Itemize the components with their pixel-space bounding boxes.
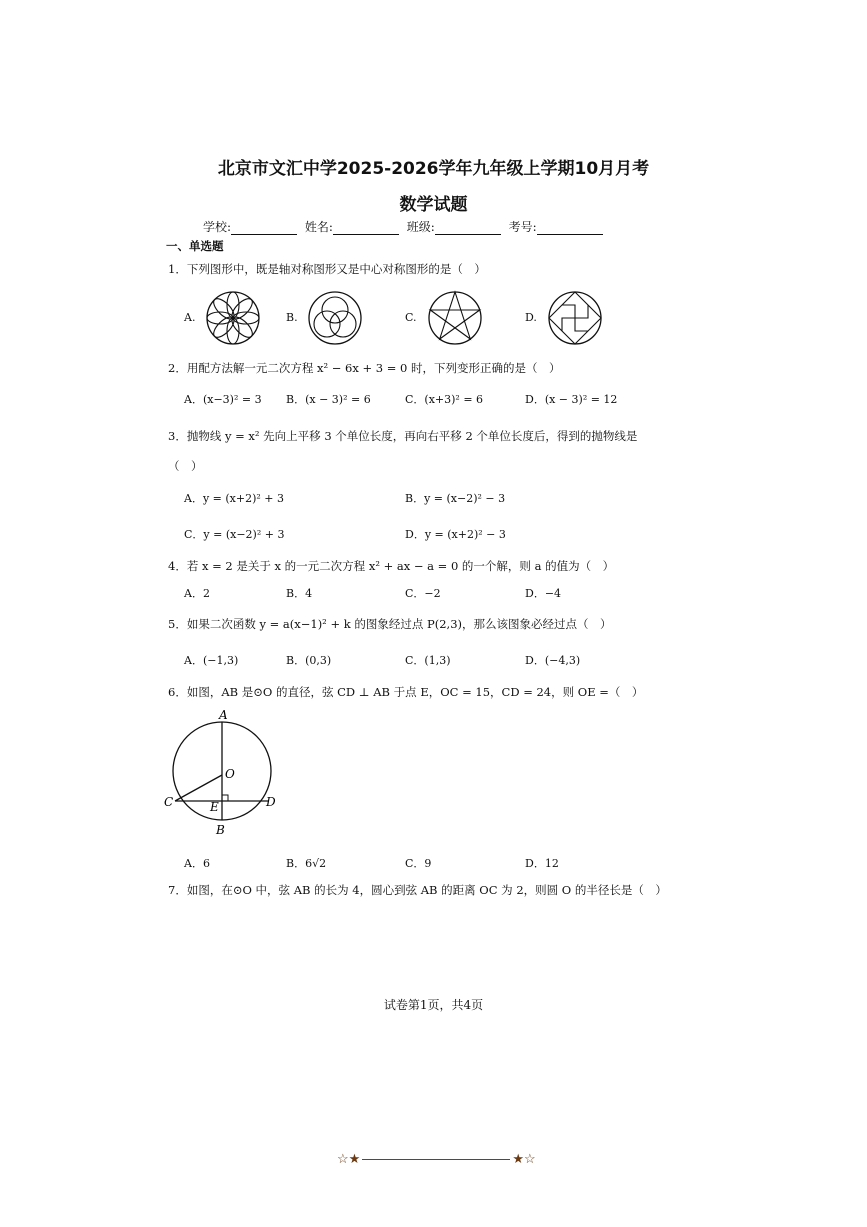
divider-line — [362, 1159, 510, 1160]
question-1-stem: 1．下列图形中，既是轴对称图形又是中心对称图形的是（ ） — [168, 262, 486, 276]
segment-oc — [175, 775, 222, 801]
q6-option-d: D．12 — [525, 857, 559, 870]
class-blank[interactable] — [435, 223, 501, 235]
page-footer: 试卷第1页，共4页 — [383, 998, 484, 1012]
q5-option-a: A．(−1,3) — [184, 654, 239, 667]
label-a: A — [219, 708, 228, 722]
school-blank[interactable] — [231, 223, 297, 235]
label-c: C — [164, 795, 174, 809]
q6-option-a: A．6 — [184, 857, 210, 870]
label-d: D — [266, 795, 276, 809]
flower-circle-icon — [205, 290, 261, 346]
q3-option-a: A．y = (x+2)² + 3 — [184, 492, 284, 505]
q6-option-c: C．9 — [405, 857, 432, 870]
section-heading: 一、单选题 — [166, 239, 224, 253]
exam-title: 北京市文汇中学2025-2026学年九年级上学期10月月考 — [217, 159, 650, 179]
q2-option-d: D．(x − 3)² = 12 — [525, 393, 618, 406]
q1-option-b-label: B. — [286, 311, 298, 324]
q3-option-c: C．y = (x−2)² + 3 — [184, 528, 285, 541]
exam-subtitle: 数学试题 — [399, 195, 468, 215]
class-label: 班级: — [406, 220, 435, 234]
q3-option-d: D．y = (x+2)² − 3 — [405, 528, 506, 541]
stars-left-icon: ☆★ — [337, 1152, 361, 1167]
question-3-stem-cont: （ ） — [168, 459, 203, 473]
q6-option-b: B．6√2 — [286, 857, 327, 870]
right-angle-mark — [222, 795, 228, 801]
circle-geometry-figure — [160, 710, 285, 840]
q2-option-c: C．(x+3)² = 6 — [405, 393, 484, 406]
star-circle-icon — [427, 290, 483, 346]
q2-option-b: B．(x − 3)² = 6 — [286, 393, 371, 406]
name-label: 姓名: — [304, 220, 333, 234]
label-o: O — [225, 767, 235, 781]
name-blank[interactable] — [333, 223, 399, 235]
q5-option-d: D．(−4,3) — [525, 654, 581, 667]
pinwheel-square-circle-icon — [547, 290, 603, 346]
question-3-stem: 3．抛物线 y = x² 先向上平移 3 个单位长度，再向右平移 2 个单位长度后，得到的抛物线是 — [168, 429, 638, 443]
q1-option-c-label: C. — [405, 311, 417, 324]
question-6-stem: 6．如图，AB 是⊙O 的直径，弦 CD ⊥ AB 于点 E，OC = 15，CD = 24，则 OE =（ ） — [168, 685, 644, 699]
q4-option-a: A．2 — [184, 587, 210, 600]
q5-option-b: B．(0,3) — [286, 654, 332, 667]
q4-option-b: B．4 — [286, 587, 313, 600]
label-e: E — [210, 800, 219, 814]
question-4-stem: 4．若 x = 2 是关于 x 的一元二次方程 x² + ax − a = 0 的一个解，则 a 的值为（ ） — [168, 559, 615, 573]
stars-right-icon: ★☆ — [512, 1152, 536, 1167]
question-2-stem: 2．用配方法解一元二次方程 x² − 6x + 3 = 0 时，下列变形正确的是（ ） — [168, 361, 561, 375]
student-info-line — [203, 218, 607, 235]
venn-circle-icon — [307, 290, 363, 346]
q4-option-c: C．−2 — [405, 587, 441, 600]
question-5-stem: 5．如果二次函数 y = a(x−1)² + k 的图象经过点 P(2,3)，那么该图象必经过点（ ） — [168, 617, 612, 631]
q1-option-a-label: A. — [184, 311, 196, 324]
q1-option-d-label: D. — [525, 311, 537, 324]
q3-option-b: B．y = (x−2)² − 3 — [405, 492, 506, 505]
question-7-stem: 7．如图，在⊙O 中，弦 AB 的长为 4，圆心到弦 AB 的距离 OC 为 2，则圆 O 的半径长是（ ） — [168, 883, 667, 897]
q4-option-d: D．−4 — [525, 587, 562, 600]
q2-option-a: A．(x−3)² = 3 — [184, 393, 262, 406]
q5-option-c: C．(1,3) — [405, 654, 451, 667]
exam-number-blank[interactable] — [537, 223, 603, 235]
decorative-star-rule — [337, 1152, 536, 1167]
school-label: 学校: — [203, 220, 232, 234]
exam-number-label: 考号: — [508, 220, 537, 234]
label-b: B — [216, 823, 225, 837]
